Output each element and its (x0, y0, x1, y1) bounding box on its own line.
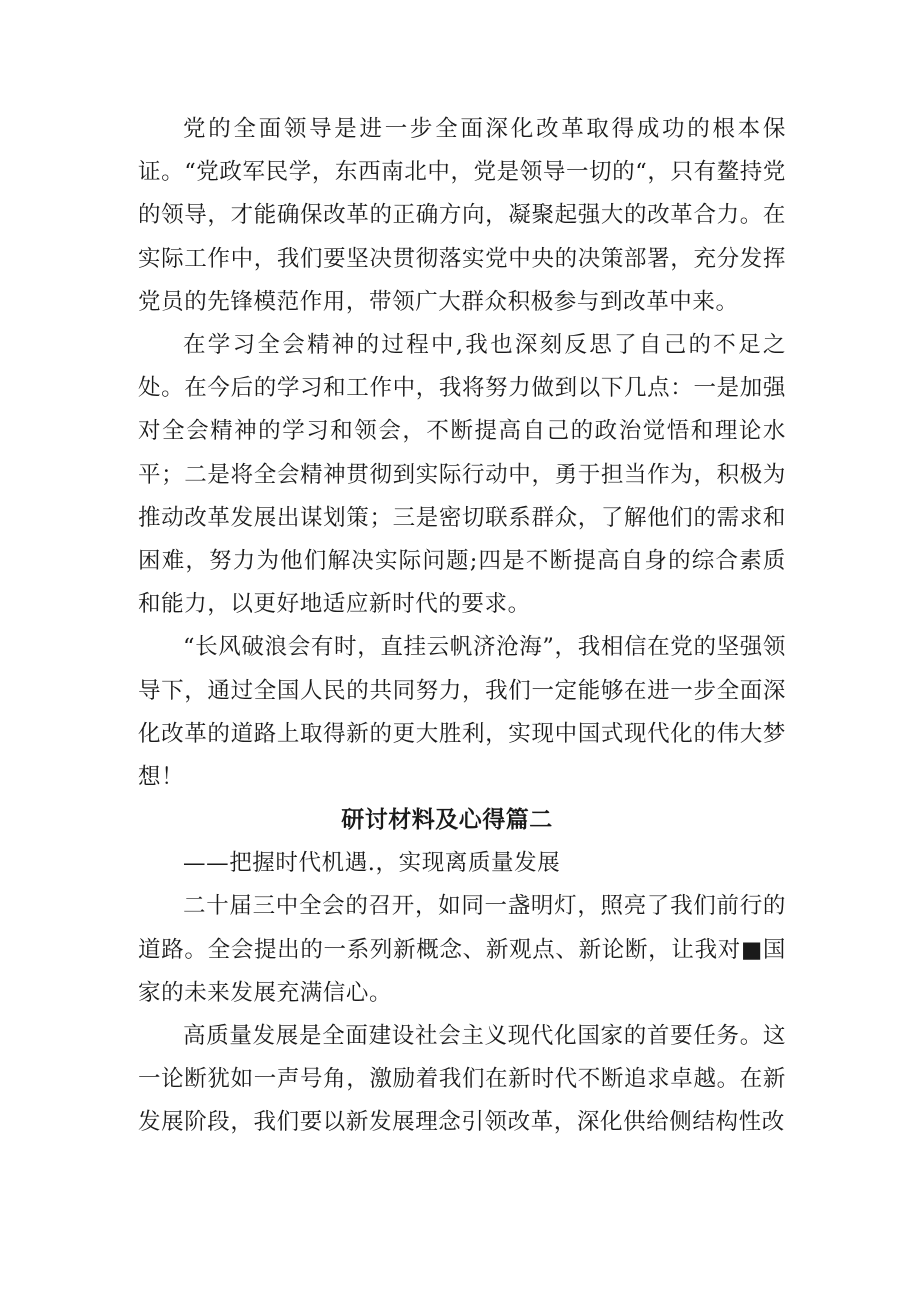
paragraph-self-reflection: 在学习全会精神的过程中,我也深刻反思了自己的不足之处。在今后的学习和工作中，我将努力做到以下几点：一是加强对全会精神的学习和领会，不断提高自己的政治觉悟和理论水平；二是将全会精神贯彻到实际行动中，勇于担当作为，积极为推动改革发展出谋划策；三是密切联系群众，了解他们的需求和困难，努力为他们解决实际问题;四是不断提高自身的综合素质和能力，以更好地适应新时代的要求。 (138, 332, 786, 618)
section-subtitle: ——把握时代机遇.，实现离质量发展 (183, 850, 561, 877)
paragraph-party-leadership: 党的全面领导是进一步全面深化改革取得成功的根本保证。“党政军民学，东西南北中，党是领导一切的“，只有鳌持党的领导，才能确保改革的正确方向，凝聚起强大的改革合力。在实际工作中，我们要坚决贯彻落实党中央的决策部署，充分发挥党员的先锋模范作用，带领广大群众积极参与到改革中来。 (138, 116, 786, 315)
paragraph-conclusion: “长风破浪会有时，直挂云帆济沧海”，我相信在党的坚强领导下，通过全国人民的共同努力，我们一定能够在进一步全面深化改革的道路上取得新的更大胜利，实现中国式现代化的伟大梦想！ (138, 634, 786, 791)
document-page (138, 108, 786, 1145)
section-heading: 研讨材料及心得篇二 (341, 807, 553, 834)
paragraph-high-quality-development: 高质量发展是全面建设社会主义现代化国家的首要任务。这一论断犹如一声号角，激励着我们在新时代不断追求卓越。在新发展阶段，我们要以新发展理念引领改革，深化供给侧结构性改 (138, 1023, 786, 1136)
paragraph-plenary-session: 二十届三中全会的召开，如同一盏明灯，照亮了我们前行的道路。全会提出的一系列新概念、新观点、新论断，让我对■国家的未来发展充满信心。 (138, 893, 786, 1006)
